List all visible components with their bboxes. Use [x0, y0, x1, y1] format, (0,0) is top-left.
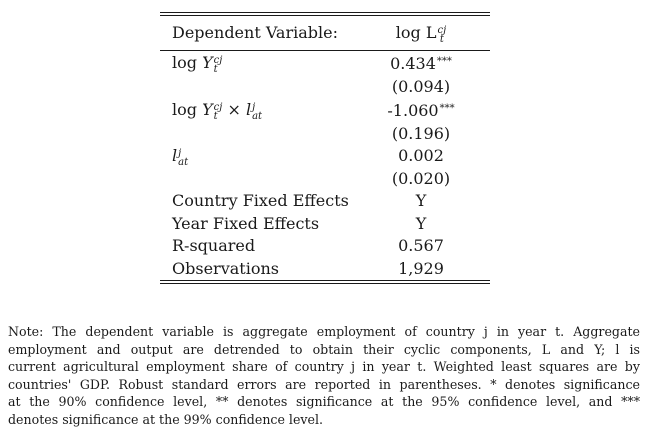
- standard-error-cell: (0.094): [391, 76, 451, 96]
- row-label-log-y: log Y cj t: [172, 53, 223, 75]
- note-line: current agricultural employment share of country j in year t. Weighted least squares are by: [8, 359, 640, 375]
- row-label-r-squared: R-squared: [172, 236, 256, 255]
- table-row: [160, 123, 490, 146]
- header-dependent-variable-label: Dependent Variable:: [172, 23, 338, 42]
- table-row: [160, 51, 490, 76]
- row-label-observations: Observations: [172, 258, 279, 278]
- table-bottom-rule: [160, 280, 490, 284]
- regression-table-body: [160, 51, 490, 280]
- value-cell: 1,929: [398, 258, 444, 278]
- table-row: [160, 145, 490, 168]
- table-row: [160, 258, 490, 281]
- coefficient-cell: -1.060***: [387, 101, 455, 120]
- row-label-year-fe: Year Fixed Effects: [172, 213, 320, 233]
- regression-table: [160, 16, 490, 50]
- note-line: countries' GDP. Robust standard errors are reported in parentheses. * denotes significance: [8, 376, 640, 392]
- row-label-country-fe: Country Fixed Effects: [172, 191, 349, 210]
- note-line: employment and output are detrended to obtain their cyclic components, L and Y; l is: [8, 341, 640, 357]
- table-row: [160, 190, 490, 213]
- table-row: [160, 235, 490, 258]
- table-row: [160, 76, 490, 99]
- regression-table-container: [160, 12, 490, 284]
- table-header-row: [160, 16, 490, 50]
- table-note: [8, 323, 640, 429]
- header-dependent-variable-name: log L cj t: [395, 23, 447, 45]
- note-line: Note: The dependent variable is aggregate employment of country j in year t. Aggregate: [8, 324, 640, 339]
- row-label-log-y-times-l: log Y cj t × l j at: [172, 100, 263, 122]
- standard-error-cell: (0.020): [391, 168, 451, 188]
- coefficient-cell: 0.434***: [390, 54, 452, 73]
- note-line: at the 90% confidence level, ** denotes significance at the 95% confidence level, and ***: [8, 394, 640, 410]
- coefficient-cell: 0.002: [398, 146, 444, 165]
- value-cell: Y: [415, 191, 427, 210]
- standard-error-cell: (0.196): [391, 123, 451, 143]
- table-row: [160, 213, 490, 236]
- value-cell: Y: [415, 213, 427, 233]
- value-cell: 0.567: [398, 236, 444, 255]
- row-label-l-at: l j at: [172, 146, 189, 168]
- note-line: denotes significance at the 99% confidence level.: [8, 411, 324, 427]
- table-row: [160, 98, 490, 123]
- table-row: [160, 168, 490, 191]
